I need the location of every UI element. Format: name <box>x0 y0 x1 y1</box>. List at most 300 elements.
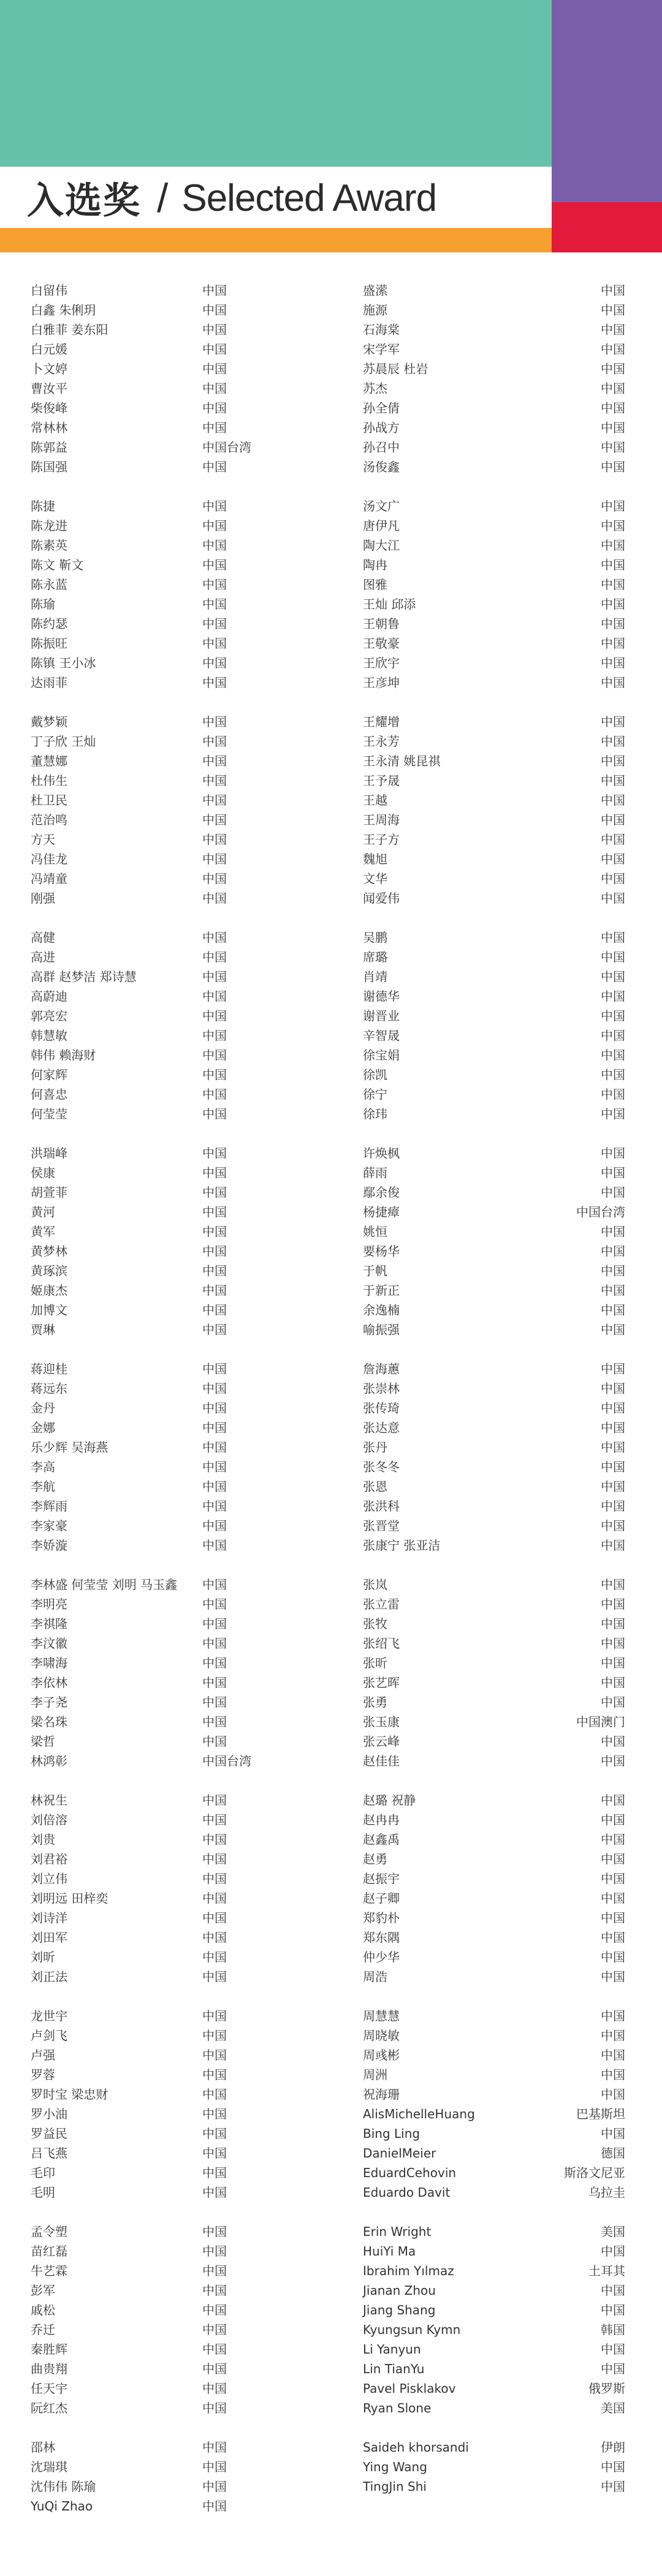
winner-name: 施源 <box>363 303 387 317</box>
winner-country: 中国 <box>601 1597 625 1612</box>
winner-row <box>363 555 625 575</box>
winner-country: 中国 <box>202 2499 227 2513</box>
winner-name: YuQi Zhao <box>31 2499 93 2513</box>
winner-name: 陈文 靳文 <box>31 558 84 572</box>
winner-country: 中国 <box>202 2048 227 2063</box>
winner-row <box>31 2398 276 2418</box>
winner-country: 韩国 <box>601 2322 625 2337</box>
winner-row <box>363 2339 625 2359</box>
winner-row <box>363 359 625 379</box>
winner-name: 孙全倩 <box>363 401 400 415</box>
winner-country: 中国 <box>601 1950 625 1964</box>
winner-name: EduardCehovin <box>363 2165 457 2180</box>
winner-name: 蒋迎桂 <box>31 1362 67 1376</box>
winner-group <box>363 1143 625 1339</box>
winner-name: 张牧 <box>363 1616 387 1631</box>
winner-row <box>31 1438 276 1457</box>
winner-country: 中国 <box>202 656 227 670</box>
winner-row <box>31 1888 276 1908</box>
winner-row <box>363 869 625 888</box>
winner-country: 中国 <box>202 1616 227 1631</box>
winner-name: 余逸楠 <box>363 1303 400 1317</box>
winner-row <box>363 928 625 947</box>
winner-country: 中国 <box>202 1852 227 1866</box>
winner-name: 陈约瑟 <box>31 616 67 631</box>
winner-country: 中国 <box>202 558 227 572</box>
winner-row <box>31 2104 276 2124</box>
winner-name: 陶大江 <box>363 538 400 553</box>
winner-country: 中国 <box>601 871 625 886</box>
winner-country: 中国 <box>601 2303 625 2317</box>
winner-row <box>363 1849 625 1869</box>
winner-row <box>31 2222 276 2241</box>
winner-country: 土耳其 <box>588 2263 625 2278</box>
winner-row <box>31 1261 276 1281</box>
winner-row <box>31 2241 276 2261</box>
winner-name: 常林林 <box>31 420 67 435</box>
winner-country: 中国 <box>601 1930 625 1945</box>
winner-country: 中国 <box>601 1479 625 1494</box>
winner-name: 彭军 <box>31 2283 55 2298</box>
winner-row <box>363 2281 625 2300</box>
winner-name: HuiYi Ma <box>363 2244 416 2259</box>
winner-row <box>31 1320 276 1339</box>
winner-row <box>363 1536 625 1555</box>
winner-name: 牛艺霖 <box>31 2263 67 2278</box>
winner-name: 白留伟 <box>31 283 67 298</box>
winner-name: 席璐 <box>363 950 387 964</box>
winner-name: 冯佳龙 <box>31 852 67 866</box>
winner-country: 中国澳门 <box>576 1714 625 1729</box>
winner-country: 中国 <box>202 1714 227 1729</box>
winner-row <box>363 1379 625 1398</box>
winner-row <box>31 1163 276 1183</box>
winner-row <box>363 1006 625 1026</box>
winner-name: 李航 <box>31 1479 55 1494</box>
winner-group <box>363 2006 625 2202</box>
winner-name: 沈瑞琪 <box>31 2460 67 2474</box>
winner-row <box>363 1810 625 1830</box>
winner-row <box>363 1732 625 1751</box>
winner-country: 斯洛文尼亚 <box>564 2165 625 2180</box>
winner-name: 刘昕 <box>31 1950 55 1964</box>
winner-country: 中国 <box>601 675 625 690</box>
winner-country: 中国 <box>202 832 227 847</box>
winner-name: 何喜忠 <box>31 1087 67 1102</box>
winner-row <box>363 1830 625 1849</box>
winner-name: Bing Ling <box>363 2126 420 2141</box>
winner-country: 中国 <box>601 773 625 788</box>
winner-name: 刘倍溶 <box>31 1813 67 1827</box>
winner-name: 王周海 <box>363 813 400 827</box>
winner-name: 张传琦 <box>363 1401 400 1415</box>
winner-name: 卜文婷 <box>31 362 67 376</box>
winner-name: 李汶徽 <box>31 1636 67 1651</box>
winner-country: 中国 <box>601 989 625 1004</box>
winner-name: AlisMichelleHuang <box>363 2107 475 2121</box>
winner-name: 孙召中 <box>363 440 400 455</box>
winner-row <box>363 1457 625 1477</box>
winner-country: 中国 <box>601 322 625 337</box>
winner-name: 刘田军 <box>31 1930 67 1945</box>
winner-country: 中国 <box>202 1165 227 1180</box>
page-title <box>27 170 436 225</box>
winner-name: 赵鑫禹 <box>363 1832 400 1847</box>
winner-group <box>31 1359 276 1555</box>
winner-country: 中国 <box>202 1322 227 1337</box>
winner-row <box>31 1065 276 1085</box>
winner-row <box>31 1947 276 1967</box>
winner-row <box>31 1712 276 1732</box>
winner-name: 郭亮宏 <box>31 1009 67 1023</box>
winner-name: 孟令塑 <box>31 2224 67 2239</box>
winner-country: 中国 <box>202 1205 227 1219</box>
winner-name: 黄军 <box>31 1224 55 1239</box>
winner-country: 中国 <box>202 714 227 729</box>
winner-row <box>363 1202 625 1222</box>
winner-name: 罗时宝 梁忠财 <box>31 2087 108 2102</box>
winner-name: 汤文广 <box>363 499 400 513</box>
winner-row <box>363 300 625 320</box>
winner-row <box>31 339 276 359</box>
winner-name: 蒋远东 <box>31 1381 67 1396</box>
winner-row <box>363 2045 625 2065</box>
winner-row <box>31 1457 276 1477</box>
winner-country: 中国 <box>601 1538 625 1553</box>
winner-name: 陈素英 <box>31 538 67 553</box>
winner-row <box>363 2085 625 2104</box>
winner-row <box>363 1496 625 1516</box>
winner-group <box>363 281 625 477</box>
header-orange-bar <box>0 228 552 252</box>
winner-row <box>363 653 625 673</box>
winner-country: 中国 <box>202 1499 227 1513</box>
winner-country: 中国 <box>202 1813 227 1827</box>
winner-name: 周慧慧 <box>363 2009 400 2023</box>
winner-row <box>363 594 625 614</box>
winner-country: 中国 <box>202 2087 227 2102</box>
winner-name: 陈国强 <box>31 460 67 474</box>
winner-country: 中国 <box>202 2283 227 2298</box>
winner-row <box>363 1222 625 1241</box>
winner-group <box>363 2438 625 2496</box>
winner-row <box>31 1908 276 1928</box>
winner-name: 王耀增 <box>363 714 400 729</box>
winner-name: 要杨华 <box>363 1244 400 1259</box>
winner-country: 中国 <box>601 1518 625 1533</box>
winner-group <box>31 1143 276 1339</box>
winner-country: 中国 <box>601 577 625 592</box>
winner-row <box>31 1928 276 1947</box>
winner-name: Kyungsun Kymn <box>363 2322 461 2337</box>
winner-name: 何莹莹 <box>31 1107 67 1121</box>
winner-country: 中国 <box>601 1420 625 1435</box>
winner-row <box>363 516 625 536</box>
winner-country: 中国 <box>601 930 625 945</box>
winner-row <box>31 634 276 653</box>
winner-row <box>363 2006 625 2026</box>
winner-country: 中国 <box>202 538 227 553</box>
winner-name: 谢德华 <box>363 989 400 1004</box>
winner-country: 中国 <box>601 342 625 357</box>
winner-row <box>363 1026 625 1045</box>
winner-country: 中国 <box>601 1401 625 1415</box>
winner-row <box>31 2320 276 2339</box>
winner-row <box>363 418 625 438</box>
winner-country: 中国 <box>601 420 625 435</box>
winner-country: 巴基斯坦 <box>576 2107 625 2121</box>
winner-row <box>363 457 625 477</box>
winner-name: 毛明 <box>31 2185 55 2200</box>
winner-row <box>363 1065 625 1085</box>
winner-row <box>363 2065 625 2085</box>
winner-name: 邵林 <box>31 2440 55 2455</box>
winner-row <box>31 888 276 908</box>
winner-row <box>31 1085 276 1104</box>
winner-name: 陶冉 <box>363 558 387 572</box>
winner-country: 中国 <box>202 1067 227 1082</box>
winner-country: 中国 <box>202 2381 227 2396</box>
winner-row <box>363 2222 625 2241</box>
winner-row <box>363 1888 625 1908</box>
winner-name: 周晓敏 <box>363 2028 400 2043</box>
winner-row <box>31 1104 276 1124</box>
winner-country: 中国 <box>202 1224 227 1239</box>
winner-country: 中国 <box>202 2401 227 2415</box>
winners-column-left <box>31 281 276 2536</box>
winner-name: 王朝鲁 <box>363 616 400 631</box>
winner-name: 张冬冬 <box>363 1460 400 1474</box>
winner-name: 刘贵 <box>31 1832 55 1847</box>
winner-row <box>363 398 625 418</box>
winner-row <box>31 1006 276 1026</box>
winner-name: 李明亮 <box>31 1597 67 1612</box>
winner-country: 中国 <box>202 636 227 651</box>
winner-country: 中国 <box>601 1009 625 1023</box>
winner-country: 中国 <box>202 577 227 592</box>
winner-row <box>363 1143 625 1163</box>
winner-country: 中国 <box>202 2146 227 2161</box>
winner-name: 鄢余俊 <box>363 1185 400 1200</box>
winner-country: 中国 <box>601 616 625 631</box>
winner-row <box>31 1810 276 1830</box>
winner-row <box>31 2457 276 2477</box>
winner-group <box>31 2438 276 2516</box>
winner-country: 中国 <box>202 2342 227 2357</box>
winner-row <box>363 281 625 300</box>
winner-country: 中国 <box>202 1930 227 1945</box>
winner-row <box>363 438 625 457</box>
winner-name: 方天 <box>31 832 55 847</box>
winner-group <box>363 1575 625 1771</box>
winner-name: 林祝生 <box>31 1793 67 1808</box>
winner-name: 陈郭益 <box>31 440 67 455</box>
winner-group <box>363 1790 625 1987</box>
winner-row <box>363 1241 625 1261</box>
winner-row <box>31 438 276 457</box>
winner-country: 中国 <box>202 891 227 906</box>
winner-name: 陈捷 <box>31 499 55 513</box>
winner-country: 中国 <box>601 714 625 729</box>
winner-row <box>363 1712 625 1732</box>
winner-country: 中国 <box>601 303 625 317</box>
winner-name: 张绍飞 <box>363 1636 400 1651</box>
winner-name: 王永芳 <box>363 734 400 749</box>
title-english: Selected Award <box>181 176 437 219</box>
winner-name: 刘立伟 <box>31 1871 67 1886</box>
winner-name: 罗蓉 <box>31 2067 55 2082</box>
winner-row <box>31 1594 276 1614</box>
winner-country: 中国 <box>202 1538 227 1553</box>
winner-name: 黄河 <box>31 1205 55 1219</box>
winner-country: 中国 <box>202 1381 227 1396</box>
winner-name: 郑豹朴 <box>363 1911 400 1925</box>
winner-group <box>31 1790 276 1987</box>
winner-name: 刚强 <box>31 891 55 906</box>
winner-country: 中国 <box>202 754 227 768</box>
winner-name: 詹海蕙 <box>363 1362 400 1376</box>
winner-name: 图雅 <box>363 577 387 592</box>
winner-country: 中国 <box>601 1067 625 1082</box>
winner-name: 曹汝平 <box>31 381 67 396</box>
winner-country: 中国 <box>202 2224 227 2239</box>
winner-country: 俄罗斯 <box>588 2381 625 2396</box>
winner-country: 中国 <box>202 2322 227 2337</box>
winner-row <box>31 1790 276 1810</box>
winner-row <box>363 1947 625 1967</box>
winner-name: 沈伟伟 陈瑜 <box>31 2479 96 2494</box>
winner-group <box>363 928 625 1124</box>
winner-row <box>31 2359 276 2379</box>
winner-country: 中国 <box>601 1616 625 1631</box>
winner-row <box>363 830 625 849</box>
winner-country: 中国 <box>601 1028 625 1043</box>
winner-name: 苏杰 <box>363 381 387 396</box>
winner-row <box>31 1379 276 1398</box>
winner-row <box>31 281 276 300</box>
winner-country: 中国 <box>202 1832 227 1847</box>
title-chinese: 入选奖 <box>27 180 141 222</box>
winner-row <box>363 2143 625 2163</box>
winner-row <box>31 1281 276 1300</box>
winner-name: 赵佳佳 <box>363 1754 400 1768</box>
winner-row <box>363 2300 625 2320</box>
winner-row <box>31 1575 276 1594</box>
winner-name: 阮红杰 <box>31 2401 67 2415</box>
winner-name: 贾琳 <box>31 1322 55 1337</box>
winner-row <box>363 947 625 967</box>
winner-group <box>31 712 276 908</box>
winner-name: 李娇漩 <box>31 1538 67 1553</box>
winner-country: 中国 <box>202 616 227 631</box>
winner-country: 中国 <box>202 871 227 886</box>
winner-row <box>363 888 625 908</box>
winner-name: 仲少华 <box>363 1950 400 1964</box>
winner-country: 中国 <box>601 558 625 572</box>
winner-name: 胡萱菲 <box>31 1185 67 1200</box>
winner-name: 唐伊凡 <box>363 518 400 533</box>
winner-country: 中国 <box>202 675 227 690</box>
title-separator: / <box>157 175 169 221</box>
winner-row <box>31 1241 276 1261</box>
winner-row <box>363 634 625 653</box>
winner-row <box>363 1967 625 1987</box>
winner-country: 中国 <box>601 1754 625 1768</box>
header-teal-block <box>0 0 552 167</box>
winner-row <box>363 1438 625 1457</box>
winner-name: 秦胜辉 <box>31 2342 67 2357</box>
winner-name: Eduardo Davit <box>363 2185 451 2200</box>
winner-country: 中国 <box>202 597 227 612</box>
winner-row <box>31 2085 276 2104</box>
winner-name: 祝海珊 <box>363 2087 400 2102</box>
winner-group <box>363 712 625 908</box>
winner-name: 李依林 <box>31 1675 67 1690</box>
winner-row <box>363 1790 625 1810</box>
winner-row <box>31 1653 276 1673</box>
winner-country: 中国 <box>601 1283 625 1298</box>
winner-row <box>31 2379 276 2398</box>
winner-name: 林鸿彰 <box>31 1754 67 1768</box>
winner-row <box>31 830 276 849</box>
winner-name: 徐凯 <box>363 1067 387 1082</box>
winner-name: TingJin Shi <box>363 2479 427 2494</box>
winner-row <box>363 1516 625 1536</box>
winner-name: 黄琢滨 <box>31 1263 67 1278</box>
winner-name: 陈振旺 <box>31 636 67 651</box>
winner-row <box>363 379 625 398</box>
winner-country: 中国 <box>202 1263 227 1278</box>
winner-name: Saideh khorsandi <box>363 2440 469 2455</box>
winner-country: 中国 <box>601 1362 625 1376</box>
winner-name: 刘正法 <box>31 1969 67 1984</box>
winner-name: 王永清 姚昆祺 <box>363 754 441 768</box>
winner-name: 罗益民 <box>31 2126 67 2141</box>
winner-row <box>363 1085 625 1104</box>
winner-name: 张立雷 <box>363 1597 400 1612</box>
winner-row <box>363 751 625 771</box>
winner-country: 中国台湾 <box>576 1205 625 1219</box>
winner-row <box>363 1673 625 1692</box>
winner-row <box>31 1496 276 1516</box>
winner-row <box>31 947 276 967</box>
winner-country: 中国 <box>601 2087 625 2102</box>
winner-country: 中国 <box>601 1244 625 1259</box>
winner-row <box>31 2281 276 2300</box>
winner-name: 张云峰 <box>363 1734 400 1749</box>
winner-country: 中国 <box>202 1518 227 1533</box>
winner-name: 刘君裕 <box>31 1852 67 1866</box>
winner-name: 李高 <box>31 1460 55 1474</box>
winner-name: 王灿 邱添 <box>363 597 416 612</box>
winner-row <box>363 1869 625 1888</box>
winner-name: 许焕枫 <box>363 1146 400 1161</box>
winner-country: 中国 <box>601 1322 625 1337</box>
winner-country: 中国 <box>601 891 625 906</box>
winner-name: 于新正 <box>363 1283 400 1298</box>
winner-country: 美国 <box>601 2401 625 2415</box>
winner-row <box>31 1183 276 1202</box>
winner-row <box>363 771 625 790</box>
winner-country: 中国 <box>601 1460 625 1474</box>
winner-row <box>31 1359 276 1379</box>
winner-country: 中国 <box>202 1695 227 1710</box>
winner-country: 中国 <box>202 1146 227 1161</box>
winner-row <box>31 2006 276 2026</box>
winner-name: 白鑫 朱俐玥 <box>31 303 96 317</box>
winner-name: 王欣宇 <box>363 656 400 670</box>
winner-name: 赵振宇 <box>363 1871 400 1886</box>
